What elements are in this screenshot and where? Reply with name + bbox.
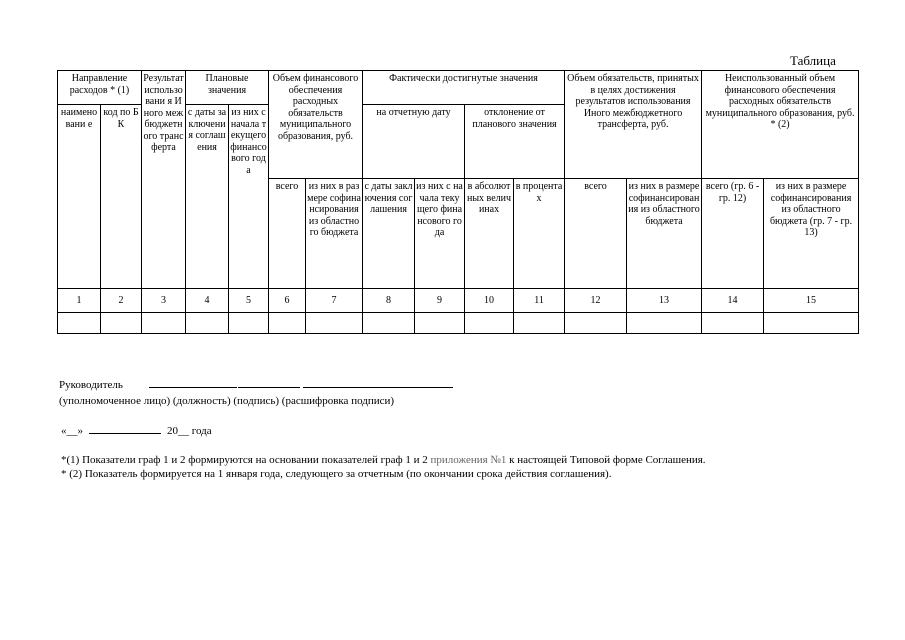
- column-number: 10: [465, 289, 514, 313]
- column-number: 6: [269, 289, 306, 313]
- date-line: [61, 423, 212, 437]
- empty-data-row: [58, 313, 859, 334]
- signature-block: [59, 377, 453, 409]
- position-line[interactable]: [149, 377, 237, 388]
- column-number: 11: [514, 289, 565, 313]
- column-number: 8: [363, 289, 415, 313]
- header-volume: Объем финансового обеспечения расходных обязательств муниципального образования, руб.: [269, 71, 363, 179]
- column-number: 2: [101, 289, 142, 313]
- column-number: 4: [186, 289, 229, 313]
- header-deviation-percent: в процентах: [514, 179, 565, 289]
- footnote-1-text: *(1) Показатели граф 1 и 2 формируются на основании показателей граф 1 и 2: [61, 454, 428, 466]
- header-kbk: код по БК: [101, 105, 142, 289]
- header-commitments-cofinancing: из них в размере софинансирования из областного бюджета: [627, 179, 702, 289]
- header-unused-total: всего (гр. 6 - гр. 12): [702, 179, 764, 289]
- column-number: 7: [306, 289, 363, 313]
- header-direction: Направление расходов * (1): [58, 71, 142, 105]
- date-month-blank[interactable]: [89, 423, 161, 434]
- signature-line[interactable]: [238, 377, 300, 388]
- column-number: 3: [142, 289, 186, 313]
- footnotes: [61, 453, 706, 481]
- header-unused-cofinancing: из них в размере софинансирования из областного бюджета (гр. 7 - гр. 13): [764, 179, 859, 289]
- header-actual-this-year: из них с начала текущего финансового года: [415, 179, 465, 289]
- empty-cell[interactable]: [269, 313, 306, 334]
- header-plan: Плановые значения: [186, 71, 269, 105]
- header-name: наименовани е: [58, 105, 101, 289]
- column-number: 13: [627, 289, 702, 313]
- empty-cell[interactable]: [101, 313, 142, 334]
- header-volume-total: всего: [269, 179, 306, 289]
- date-day: «__»: [61, 425, 83, 437]
- header-actual-from-date: с даты заключения соглашения: [363, 179, 415, 289]
- table-caption: Таблица: [790, 53, 836, 68]
- header-actual: Фактически достигнутые значения: [363, 71, 565, 105]
- column-number-row: [58, 289, 859, 313]
- column-number: 12: [565, 289, 627, 313]
- empty-cell[interactable]: [514, 313, 565, 334]
- empty-cell[interactable]: [186, 313, 229, 334]
- header-volume-cofinancing: из них в размере софинансирования из областного бюджета: [306, 179, 363, 289]
- header-report-date: на отчетную дату: [363, 105, 465, 179]
- empty-cell[interactable]: [142, 313, 186, 334]
- empty-cell[interactable]: [415, 313, 465, 334]
- column-number: 9: [415, 289, 465, 313]
- header-commitments: Объем обязательств, принятых в целях достижения результатов использования Иного межбюджетного трансферта, руб.: [565, 71, 702, 179]
- report-table: [57, 70, 859, 334]
- empty-cell[interactable]: [465, 313, 514, 334]
- footnote-1: [61, 453, 706, 467]
- column-number: 15: [764, 289, 859, 313]
- header-deviation: отклонение от планового значения: [465, 105, 565, 179]
- empty-cell[interactable]: [627, 313, 702, 334]
- signature-labels: (уполномоченное лицо) (должность) (подпись) (расшифровка подписи): [59, 395, 395, 407]
- column-number: 1: [58, 289, 101, 313]
- header-plan-from-date: с даты заключения соглашения: [186, 105, 229, 289]
- header-unused: Неиспользованный объем финансового обеспечения расходных обязательств муниципального образования, руб. * (2): [702, 71, 859, 179]
- name-line[interactable]: [303, 377, 453, 388]
- empty-cell[interactable]: [363, 313, 415, 334]
- appendix-link[interactable]: приложения №1: [430, 454, 507, 466]
- header-commitments-total: всего: [565, 179, 627, 289]
- footnote-2: * (2) Показатель формируется на 1 января года, следующего за отчетным (по окончании срока действия соглашения).: [61, 468, 612, 480]
- signature-title: Руководитель: [59, 379, 123, 391]
- empty-cell[interactable]: [565, 313, 627, 334]
- empty-cell[interactable]: [764, 313, 859, 334]
- empty-cell[interactable]: [229, 313, 269, 334]
- empty-cell[interactable]: [306, 313, 363, 334]
- header-result: Результат использовани я Иного межбюджетного трансферта: [142, 71, 186, 289]
- empty-cell[interactable]: [58, 313, 101, 334]
- date-year: 20__ года: [167, 425, 212, 437]
- footnote-1-tail: к настоящей Типовой форме Соглашения.: [509, 454, 706, 466]
- header-deviation-absolute: в абсолютных величинах: [465, 179, 514, 289]
- column-number: 14: [702, 289, 764, 313]
- header-plan-this-year: из них с начала текущего финансового года: [229, 105, 269, 289]
- empty-cell[interactable]: [702, 313, 764, 334]
- column-number: 5: [229, 289, 269, 313]
